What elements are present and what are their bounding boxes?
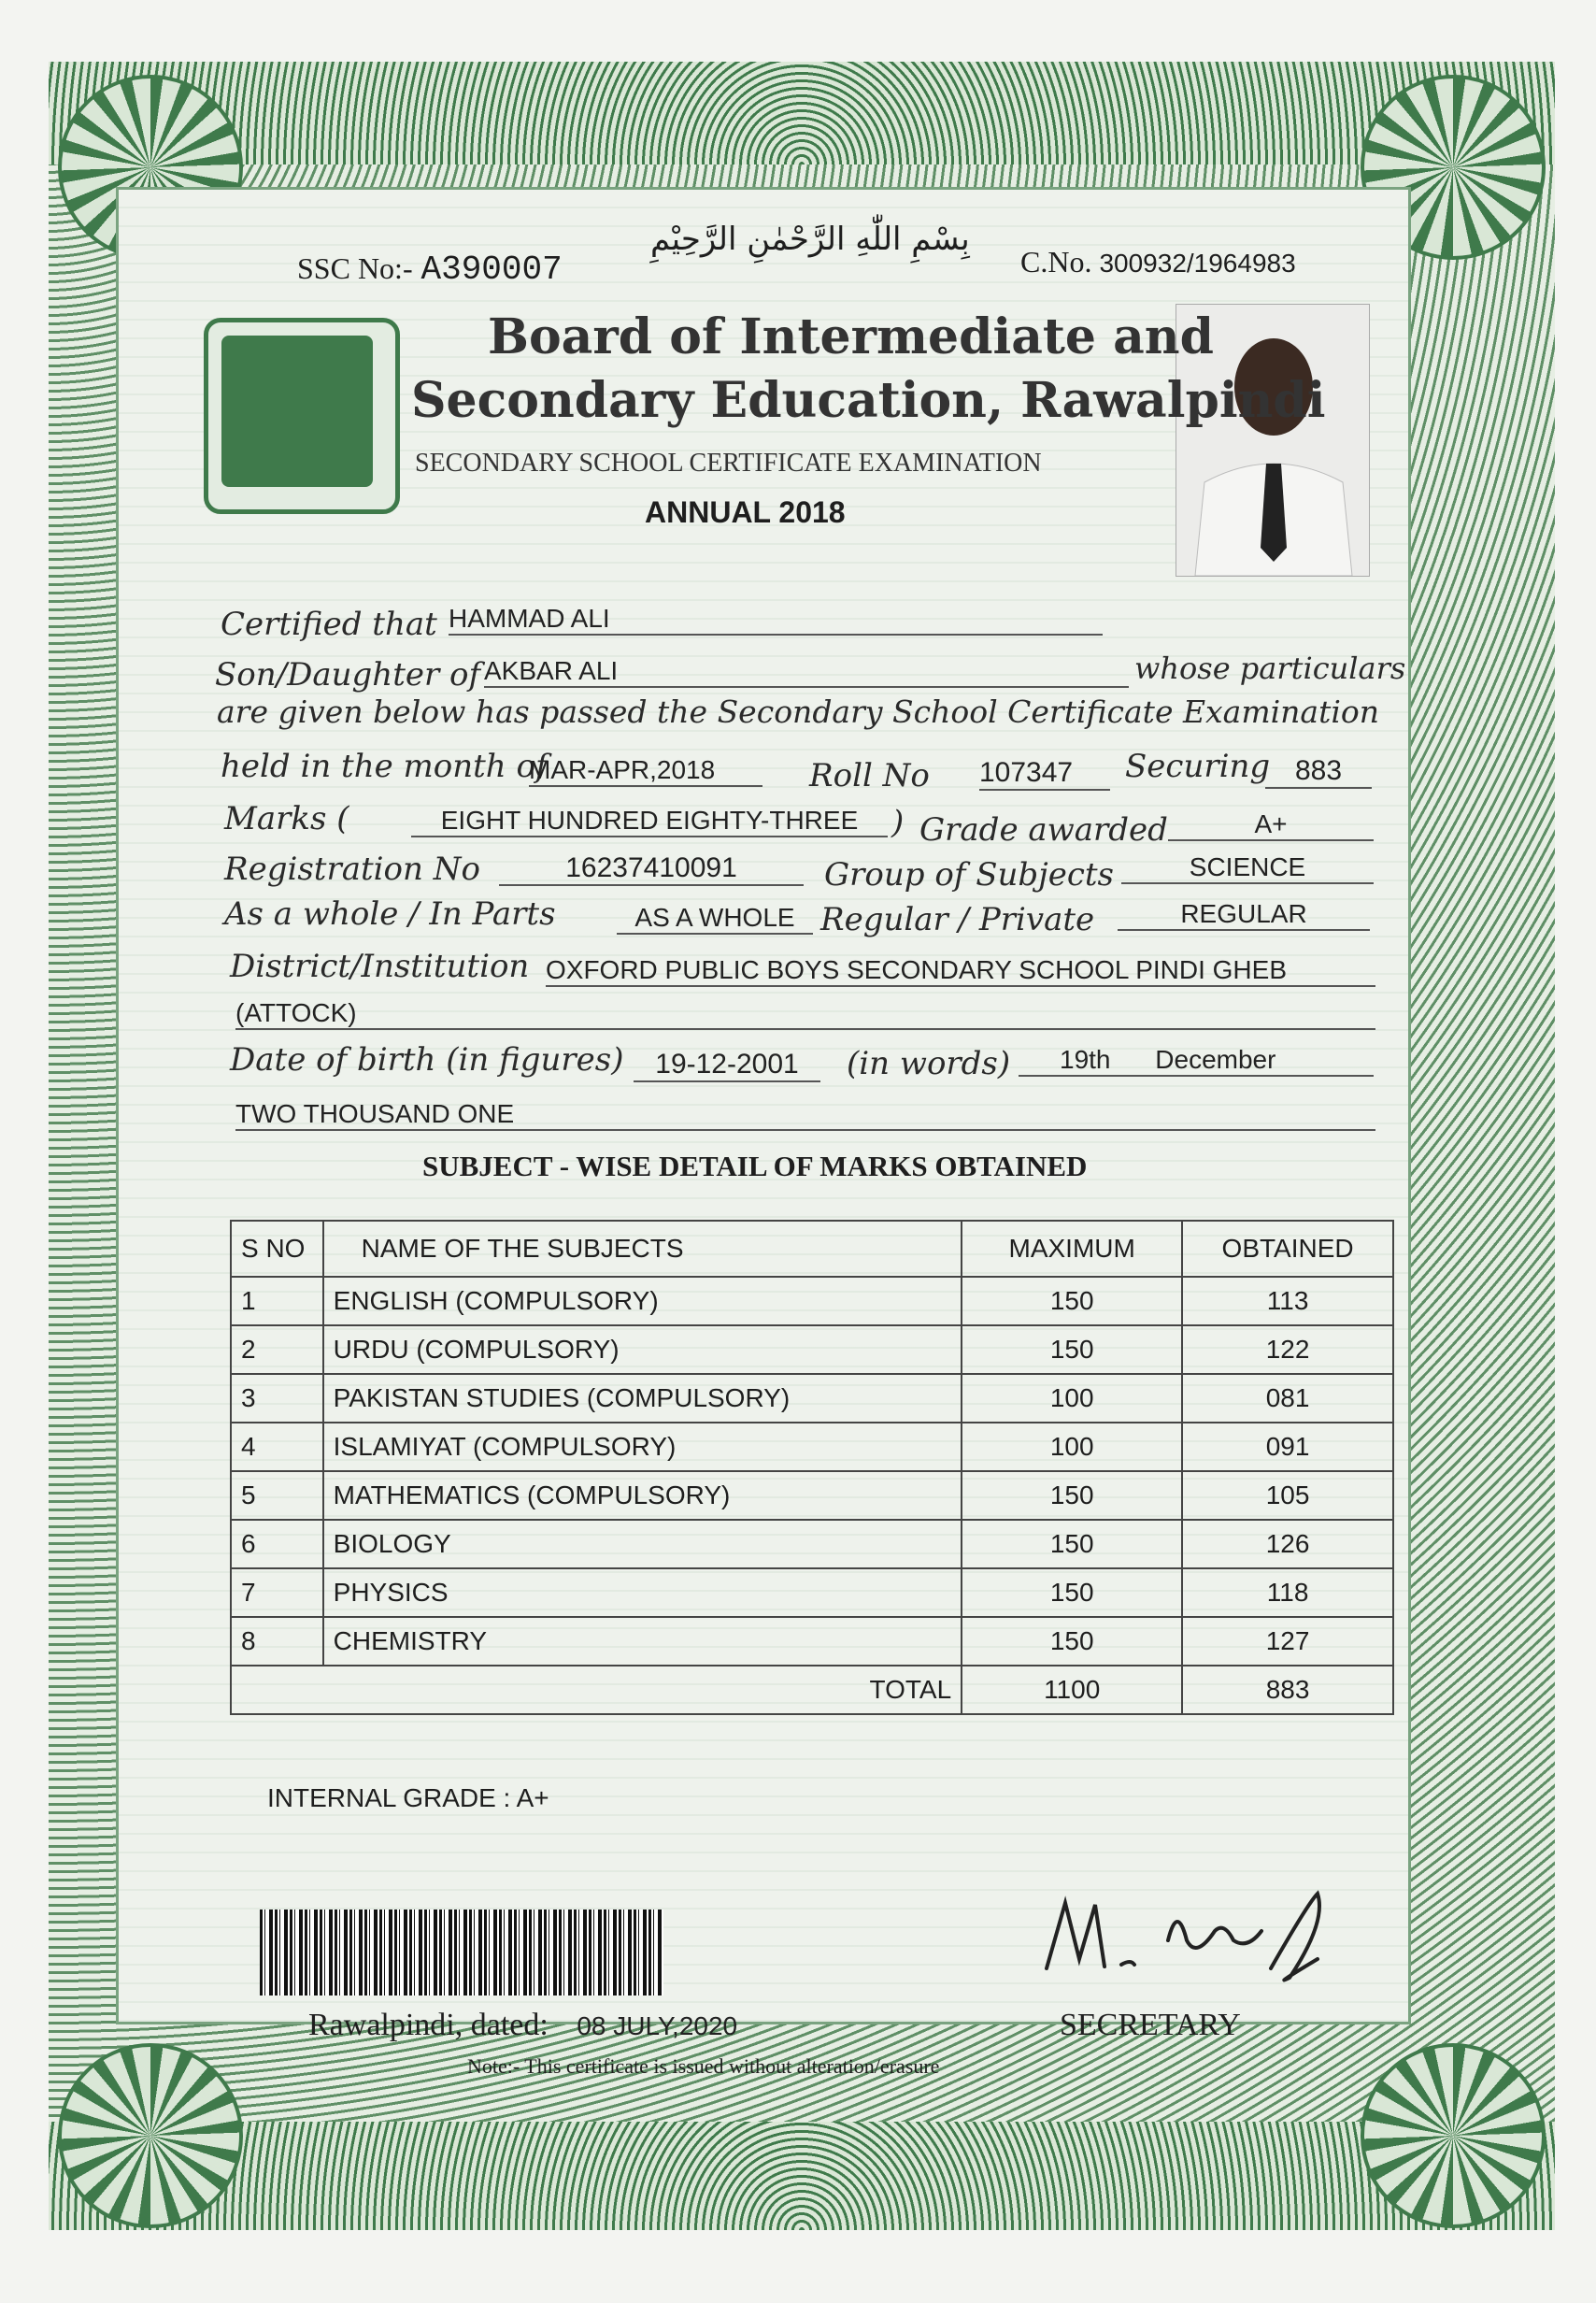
top-border-pattern [49, 62, 1555, 164]
table-row [231, 1471, 1393, 1520]
total-maximum: 1100 [962, 1666, 1182, 1714]
ssc-number-row [297, 250, 563, 289]
row-subject: MATHEMATICS (COMPULSORY) [323, 1471, 962, 1520]
table-row [231, 1568, 1393, 1617]
row-maximum: 150 [962, 1520, 1182, 1568]
exam-session: ANNUAL 2018 [645, 495, 846, 529]
dated-row [308, 2008, 737, 2043]
whose-particulars-label: whose particulars [1134, 651, 1406, 686]
footer-note: Note:- This certificate is issued without alteration/erasure [467, 2054, 940, 2078]
exam-month: MAR-APR,2018 [529, 755, 762, 787]
internal-grade-value: A+ [516, 1783, 549, 1812]
row-maximum: 100 [962, 1423, 1182, 1471]
board-seal-logo [204, 318, 400, 514]
passed-statement: are given below has passed the Secondary School Certificate Examination [217, 694, 1380, 730]
corner-rosette-bottom-left [58, 2043, 243, 2228]
row-obtained: 113 [1182, 1277, 1393, 1325]
row-sno: 1 [231, 1277, 323, 1325]
row-subject: ISLAMIYAT (COMPULSORY) [323, 1423, 962, 1471]
grade-label: Grade awarded [919, 811, 1168, 849]
header-subject: NAME OF THE SUBJECTS [323, 1221, 962, 1277]
row-sno: 2 [231, 1325, 323, 1374]
row-subject: PAKISTAN STUDIES (COMPULSORY) [323, 1374, 962, 1423]
row-obtained: 122 [1182, 1325, 1393, 1374]
roll-number: 107347 [979, 757, 1110, 791]
row-subject: PHYSICS [323, 1568, 962, 1617]
row-maximum: 150 [962, 1325, 1182, 1374]
row-obtained: 091 [1182, 1423, 1393, 1471]
certified-label: Certified that [221, 606, 437, 643]
header-maximum: MAXIMUM [962, 1221, 1182, 1277]
held-month-label: held in the month of [221, 748, 548, 785]
corner-rosette-bottom-right [1361, 2043, 1546, 2228]
whole-parts-label: As a whole / In Parts [224, 895, 556, 933]
dob-figures: 19-12-2001 [634, 1049, 820, 1082]
row-maximum: 100 [962, 1374, 1182, 1423]
issue-date: 08 JULY,2020 [577, 2011, 738, 2040]
row-obtained: 105 [1182, 1471, 1393, 1520]
internal-grade-row [267, 1783, 549, 1813]
secretary-title: SECRETARY [1060, 2008, 1241, 2042]
total-label: TOTAL [323, 1666, 962, 1714]
dob-words-label: (in words) [847, 1045, 1011, 1082]
table-total-row [231, 1666, 1393, 1714]
bottom-border-pattern [49, 2122, 1555, 2230]
group-of-subjects: SCIENCE [1121, 852, 1374, 884]
row-sno: 8 [231, 1617, 323, 1666]
row-subject: BIOLOGY [323, 1520, 962, 1568]
roll-no-label: Roll No [809, 757, 930, 794]
row-sno: 7 [231, 1568, 323, 1617]
group-label: Group of Subjects [824, 856, 1114, 894]
dob-words-year: TWO THOUSAND ONE [235, 1099, 1375, 1131]
row-sno: 6 [231, 1520, 323, 1568]
secretary-signature [1037, 1884, 1336, 1987]
row-sno: 5 [231, 1471, 323, 1520]
row-subject: CHEMISTRY [323, 1617, 962, 1666]
whole-parts-value: AS A WHOLE [617, 903, 813, 935]
district-institution-label: District/Institution [230, 948, 530, 985]
total-obtained: 883 [1182, 1666, 1393, 1714]
row-sno: 3 [231, 1374, 323, 1423]
subject-table-title: SUBJECT - WISE DETAIL OF MARKS OBTAINED [422, 1150, 1088, 1182]
table-row [231, 1520, 1393, 1568]
board-title-line1: Board of Intermediate and [488, 308, 1214, 365]
son-daughter-label: Son/Daughter of [215, 656, 481, 694]
certificate-number-row [1020, 245, 1296, 279]
table-row [231, 1423, 1393, 1471]
row-obtained: 127 [1182, 1617, 1393, 1666]
cert-no-value: 300932/1964983 [1099, 249, 1296, 278]
securing-marks: 883 [1265, 755, 1372, 789]
marks-table [230, 1220, 1394, 1715]
dob-words-day: 19th [1060, 1045, 1111, 1074]
regular-private-label: Regular / Private [820, 901, 1095, 938]
row-obtained: 126 [1182, 1520, 1393, 1568]
exam-title: SECONDARY SCHOOL CERTIFICATE EXAMINATION [415, 449, 1042, 478]
row-obtained: 118 [1182, 1568, 1393, 1617]
table-header-row [231, 1221, 1393, 1277]
table-row [231, 1617, 1393, 1666]
header-obtained: OBTAINED [1182, 1221, 1393, 1277]
row-subject: ENGLISH (COMPULSORY) [323, 1277, 962, 1325]
dob-words [1019, 1045, 1374, 1077]
table-row [231, 1374, 1393, 1423]
marks-in-words: EIGHT HUNDRED EIGHTY-THREE [411, 806, 888, 837]
board-title-line2: Secondary Education, Rawalpindi [411, 372, 1326, 429]
row-maximum: 150 [962, 1568, 1182, 1617]
ssc-no-label: SSC No:- [297, 251, 413, 285]
marks-close-paren: ) [891, 804, 905, 841]
institution-continued: (ATTOCK) [235, 998, 1375, 1030]
cert-no-label: C.No. [1020, 245, 1092, 279]
row-maximum: 150 [962, 1277, 1182, 1325]
bismillah: بِسْمِ اللّٰهِ الرَّحْمٰنِ الرَّحِيْمِ [650, 221, 970, 258]
row-subject: URDU (COMPULSORY) [323, 1325, 962, 1374]
dated-label: Rawalpindi, dated: [308, 2008, 549, 2042]
registration-number: 16237410091 [499, 852, 804, 886]
regular-private-value: REGULAR [1118, 899, 1370, 931]
securing-label: Securing [1125, 748, 1271, 785]
header-sno: S NO [231, 1221, 323, 1277]
row-maximum: 150 [962, 1617, 1182, 1666]
dob-figures-label: Date of birth (in figures) [230, 1041, 624, 1079]
father-name: AKBAR ALI [484, 656, 1129, 688]
row-sno: 4 [231, 1423, 323, 1471]
table-row [231, 1277, 1393, 1325]
grade-awarded: A+ [1168, 809, 1374, 841]
registration-label: Registration No [224, 851, 480, 888]
dob-words-month: December [1155, 1045, 1276, 1074]
row-maximum: 150 [962, 1471, 1182, 1520]
marks-label: Marks ( [224, 800, 349, 837]
table-row [231, 1325, 1393, 1374]
row-obtained: 081 [1182, 1374, 1393, 1423]
institution-name: OXFORD PUBLIC BOYS SECONDARY SCHOOL PINDI GHEB [546, 955, 1375, 987]
student-name: HAMMAD ALI [449, 604, 1103, 636]
ssc-no-value: A390007 [420, 250, 563, 289]
barcode [260, 1910, 663, 1995]
internal-grade-label: INTERNAL GRADE : [267, 1783, 511, 1812]
